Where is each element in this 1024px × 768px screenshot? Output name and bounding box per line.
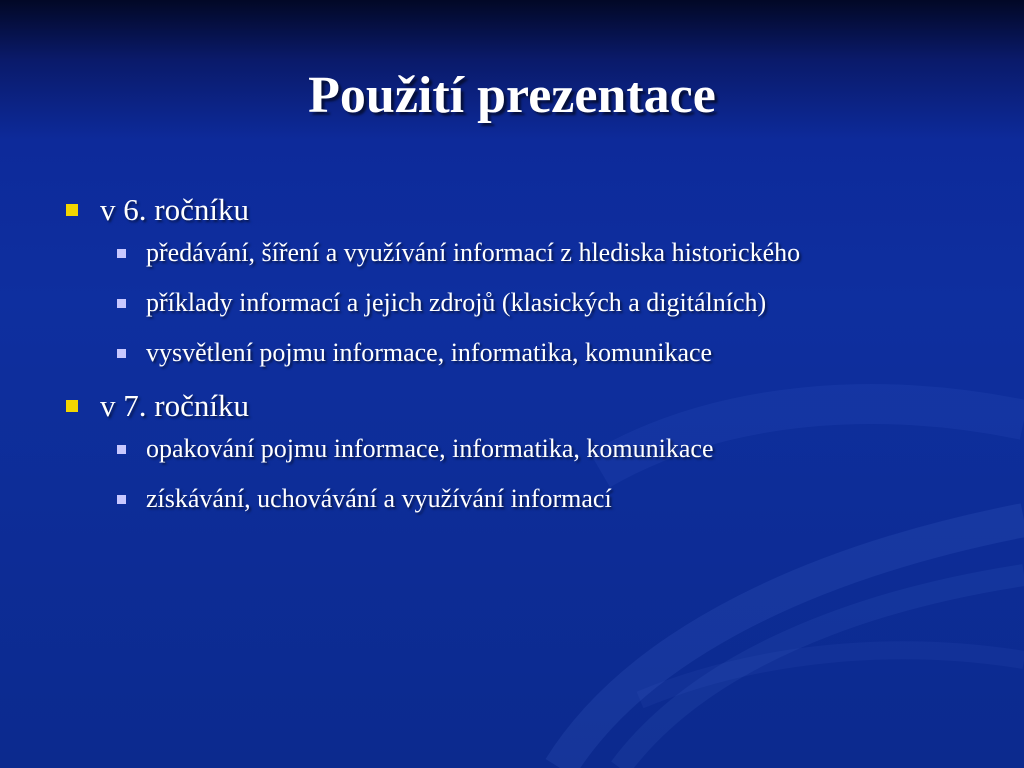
lavender-square-bullet-icon [117, 445, 126, 454]
list-item-text: opakování pojmu informace, informatika, komunikace [146, 434, 714, 463]
section-heading-label: v 6. ročníku [100, 192, 249, 227]
lavender-square-bullet-icon [117, 495, 126, 504]
lavender-square-bullet-icon [117, 299, 126, 308]
yellow-square-bullet-icon [66, 204, 78, 216]
list-item [60, 234, 946, 272]
bullet-list [60, 188, 960, 530]
list-item [60, 334, 946, 372]
lavender-square-bullet-icon [117, 349, 126, 358]
list-item [60, 480, 946, 518]
yellow-square-bullet-icon [66, 400, 78, 412]
section-heading-label: v 7. ročníku [100, 388, 249, 423]
list-item-text: předávání, šíření a využívání informací z hlediska historického [146, 238, 801, 267]
slide-title: Použití prezentace [308, 67, 716, 124]
list-item-text: získávání, uchovávání a využívání informací [146, 484, 612, 513]
section-heading-6 [60, 188, 960, 232]
list-item-text: příklady informací a jejich zdrojů (klasických a digitálních) [146, 288, 767, 317]
list-item [60, 430, 946, 468]
section-heading-7 [60, 384, 960, 428]
sublist-6 [60, 234, 960, 372]
list-item-text: vysvětlení pojmu informace, informatika, komunikace [146, 338, 713, 367]
lavender-square-bullet-icon [117, 249, 126, 258]
list-item [60, 284, 946, 322]
sublist-7 [60, 430, 960, 518]
